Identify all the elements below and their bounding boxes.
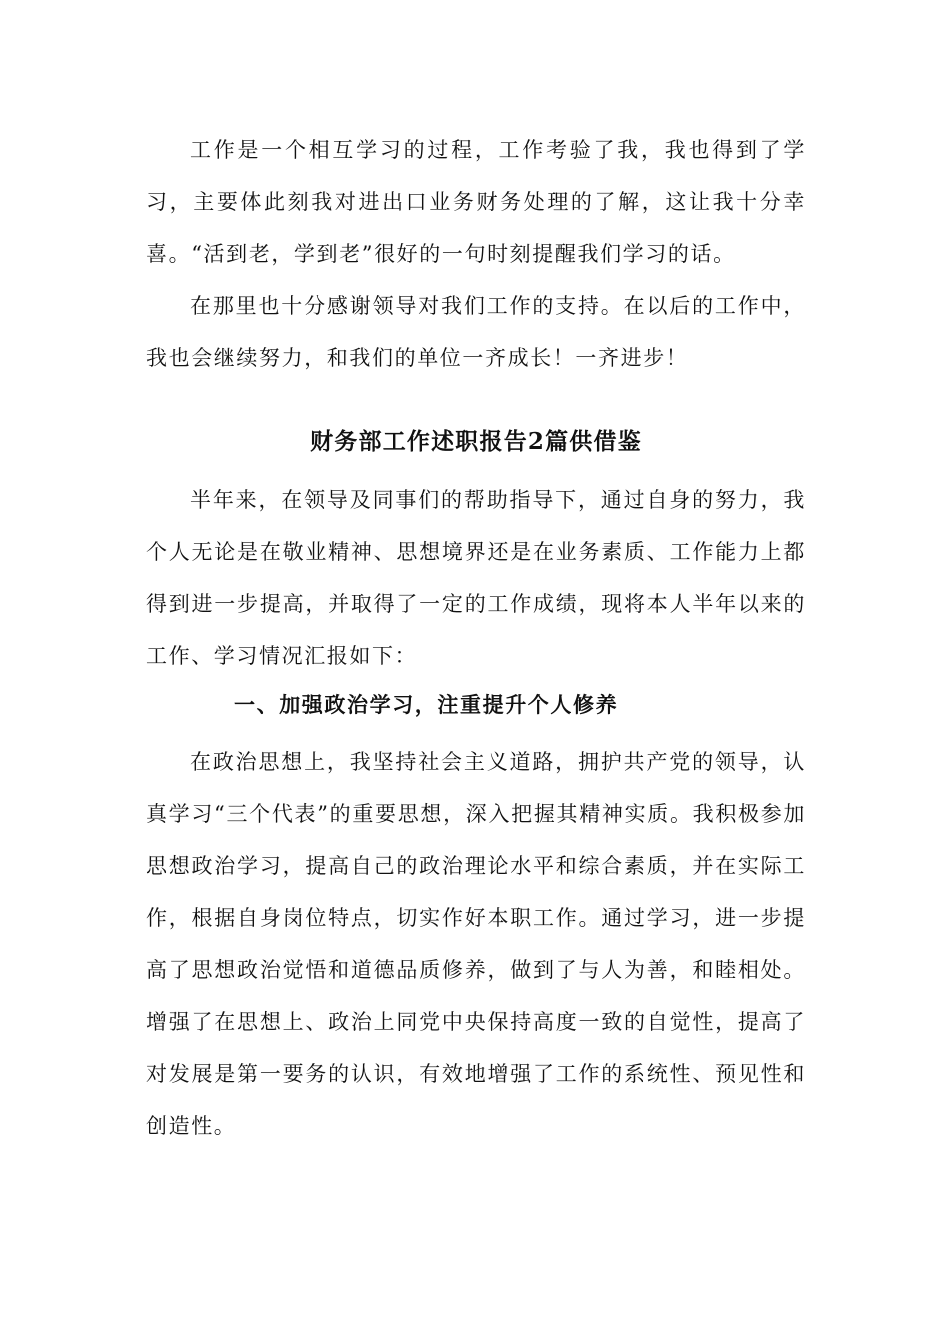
document-title: 财务部工作述职报告2篇供借鉴: [310, 428, 642, 455]
paragraph-thanks: 在那里也十分感谢领导对我们工作的支持。在以后的工作中，我也会继续努力，和我们的单位一齐成长！一齐进步！: [146, 294, 806, 370]
paragraph-political-thought: 在政治思想上，我坚持社会主义道路，拥护共产党的领导，认真学习“三个代表”的重要思想，深入把握其精神实质。我积极参加思想政治学习，提高自己的政治理论水平和综合素质，并在实际工作，根据自身岗位特点，切实作好本职工作。通过学习，进一步提高了思想政治觉悟和道德品质修养，做到了与人为善，和睦相处。增强了在思想上、政治上同党中央保持高度一致的自觉性，提高了对发展是第一要务的认识，有效地增强了工作的系统性、预见性和创造性。: [146, 750, 806, 1138]
paragraph-learning-process: 工作是一个相互学习的过程，工作考验了我，我也得到了学习，主要体此刻我对进出口业务财务处理的了解，这让我十分幸喜。“活到老，学到老”很好的一句时刻提醒我们学习的话。: [146, 138, 806, 266]
paragraph-intro: 半年来，在领导及同事们的帮助指导下，通过自身的努力，我个人无论是在敬业精神、思想境界还是在业务素质、工作能力上都得到进一步提高，并取得了一定的工作成绩，现将本人半年以来的工作、学习情况汇报如下：: [146, 488, 806, 668]
section-heading-political-study: 一、加强政治学习，注重提升个人修养: [234, 692, 619, 717]
